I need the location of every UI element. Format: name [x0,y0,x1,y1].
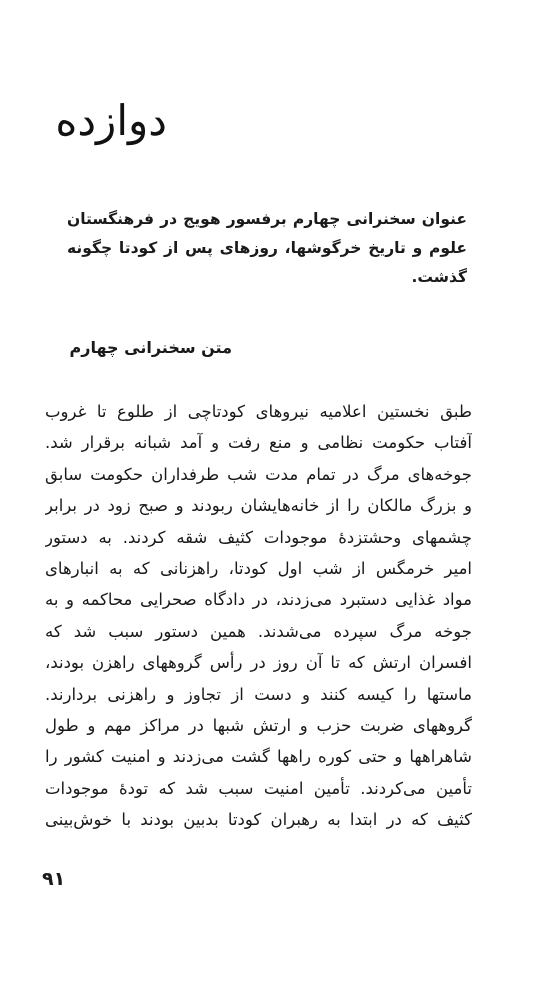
body-line: ماستها را کیسه کنند و دست از تجاوز و راهزنی بردارند. [45,684,472,704]
body-line: چشمهای وحشتزدهٔ موجودات کثیف شقه کردند. به دستور [45,527,472,547]
page-number: ۹۱ [42,868,66,890]
section-heading: متن سخنرانی چهارم [69,338,232,357]
body-line: طبق نخستین اعلامیه نیروهای کودتاچی از طلوع تا غروب [45,402,472,421]
body-line: مواد غذایی دستبرد می‌زدند، در دادگاه صحرایی محاکمه و به [45,590,472,610]
chapter-subtitle: عنوان سخنرانی چهارم برفسور هویج در فرهنگستان علوم و تاریخ خرگوشها، روزهای پس از کودتا چگونه گذشت. [67,210,467,286]
body-line: جوخه‌های مرگ در تمام مدت شب طرفداران حکومت سابق [45,464,472,484]
chapter-title: دوازده [55,96,167,145]
body-line: آفتاب حکومت نظامی و منع رفت و آمد شبانه برقرار شد. [45,433,472,453]
body-line: شاهراهها و حتی کوره راهها گشت می‌زدند و امنیت کشور را [45,747,472,767]
body-line: افسران ارتش که تا آن روز در رأس گروههای راهزن بودند، [45,653,472,673]
body-line: و بزرگ مالکان را از خانه‌هایشان ربودند و صبح زود در برابر [45,496,472,516]
body-line: امیر خرمگس از شب اول کودتا، راهزنانی که به انبارهای [45,559,472,579]
body-line: تأمین می‌کردند. تأمین امنیت سبب شد که تودهٔ موجودات [45,778,472,798]
body-line: کثیف که در ابتدا به رهبران کودتا بدبین بودند با خوش‌بینی [45,810,472,830]
body-text [45,396,472,836]
body-line: گروههای ضربت حزب و ارتش شبها در مراکز مهم و طول [45,716,472,736]
body-line: جوخه مرگ سپرده می‌شدند. همین دستور سبب شد که [45,621,472,641]
